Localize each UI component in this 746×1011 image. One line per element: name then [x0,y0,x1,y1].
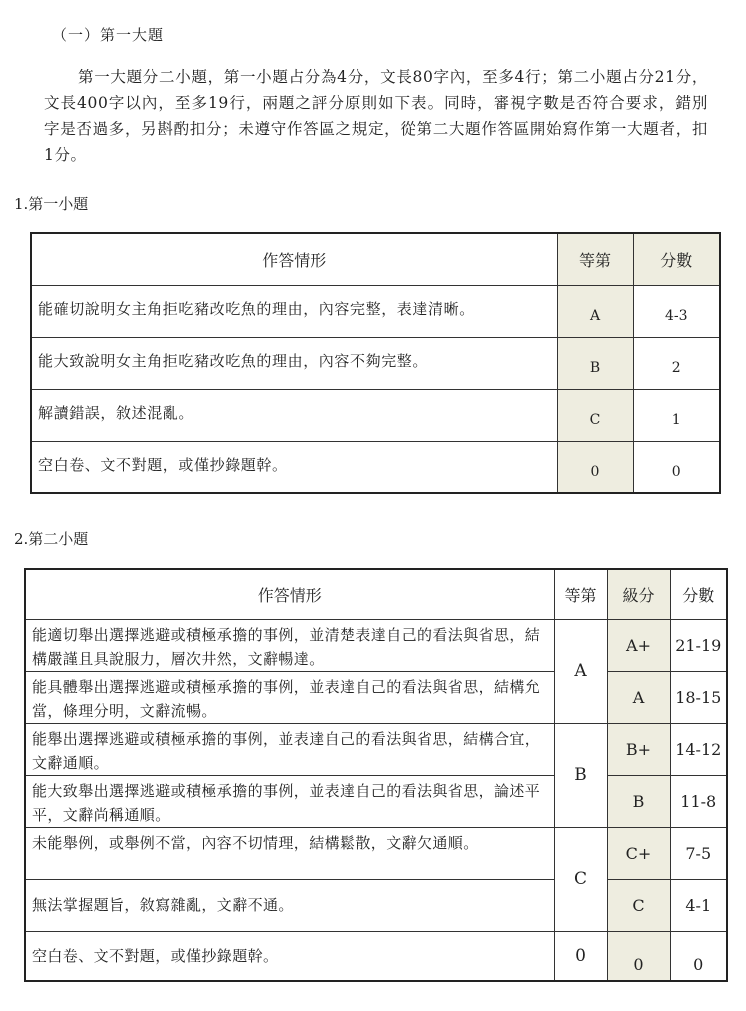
header-grade: 等第 [557,233,633,285]
row-desc: 能大致說明女主角拒吃豬改吃魚的理由，內容不夠完整。 [31,337,557,389]
row-sub: 0 [607,931,670,981]
row-grade: C [557,389,633,441]
row-desc: 能確切說明女主角拒吃豬改吃魚的理由，內容完整，表達清晰。 [31,285,557,337]
row-score: 18-15 [670,671,727,723]
row-grade: B [557,337,633,389]
row-sub: B [607,775,670,827]
row-score: 21-19 [670,619,727,671]
section-heading: （一）第一大題 [52,26,165,44]
part2-title: 2.第二小題 [14,530,89,548]
table-row [25,827,727,879]
row-desc: 未能舉例，或舉例不當，內容不切情理，結構鬆散，文辭欠通順。 [25,827,554,879]
row-score: 4-3 [633,285,720,337]
row-score: 1 [633,389,720,441]
part2-scoring-table [24,568,728,982]
row-score: 14-12 [670,723,727,775]
row-grade: C [554,827,607,931]
header-grade: 等第 [554,569,607,619]
part1-title: 1.第一小題 [14,195,89,213]
row-desc: 能大致舉出選擇逃避或積極承擔的事例，並表達自己的看法與省思，論述平平，文辭尚稱通順。 [25,775,554,827]
row-grade: A [554,619,607,723]
row-grade: B [554,723,607,827]
row-score: 7-5 [670,827,727,879]
table-row [31,441,720,493]
row-desc: 空白卷、文不對題，或僅抄錄題幹。 [25,931,554,981]
table-row [25,671,727,723]
part1-scoring-table [30,232,721,494]
row-desc: 能舉出選擇逃避或積極承擔的事例，並表達自己的看法與省思，結構合宜，文辭通順。 [25,723,554,775]
row-score: 11-8 [670,775,727,827]
row-score: 0 [670,931,727,981]
row-score: 4-1 [670,879,727,931]
row-score: 0 [633,441,720,493]
row-score: 2 [633,337,720,389]
row-desc: 能適切舉出選擇逃避或積極承擔的事例，並清楚表達自己的看法與省思，結構嚴謹且具說服力，層次井然，文辭暢達。 [25,619,554,671]
row-desc: 解讀錯誤，敘述混亂。 [31,389,557,441]
header-score: 分數 [633,233,720,285]
row-sub: C [607,879,670,931]
header-sub: 級分 [607,569,670,619]
row-grade: 0 [557,441,633,493]
row-sub: A [607,671,670,723]
table-row [25,619,727,671]
table-row [31,389,720,441]
intro-paragraph: 第一大題分二小題，第一小題占分為4分，文長80字內，至多4行；第二小題占分21分，文長400字以內，至多19行，兩題之評分原則如下表。同時，審視字數是否符合要求，錯別字是否過多，另斟酌扣分；未遵守作答區之規定，從第二大題作答區開始寫作第一大題者，扣1分。 [44,68,708,164]
table-row [31,337,720,389]
row-desc: 空白卷、文不對題，或僅抄錄題幹。 [31,441,557,493]
row-sub: B+ [607,723,670,775]
header-score: 分數 [670,569,727,619]
row-grade: 0 [554,931,607,981]
table-row [25,931,727,981]
row-desc: 無法掌握題旨，敘寫雜亂，文辭不通。 [25,879,554,931]
header-desc: 作答情形 [31,233,557,285]
row-sub: C+ [607,827,670,879]
table-header-row [31,233,720,285]
row-desc: 能具體舉出選擇逃避或積極承擔的事例，並表達自己的看法與省思，結構允當，條理分明，文辭流暢。 [25,671,554,723]
table-row [25,723,727,775]
table-header-row [25,569,727,619]
header-desc: 作答情形 [25,569,554,619]
table-row [25,775,727,827]
row-grade: A [557,285,633,337]
row-sub: A+ [607,619,670,671]
table-row [25,879,727,931]
table-row [31,285,720,337]
